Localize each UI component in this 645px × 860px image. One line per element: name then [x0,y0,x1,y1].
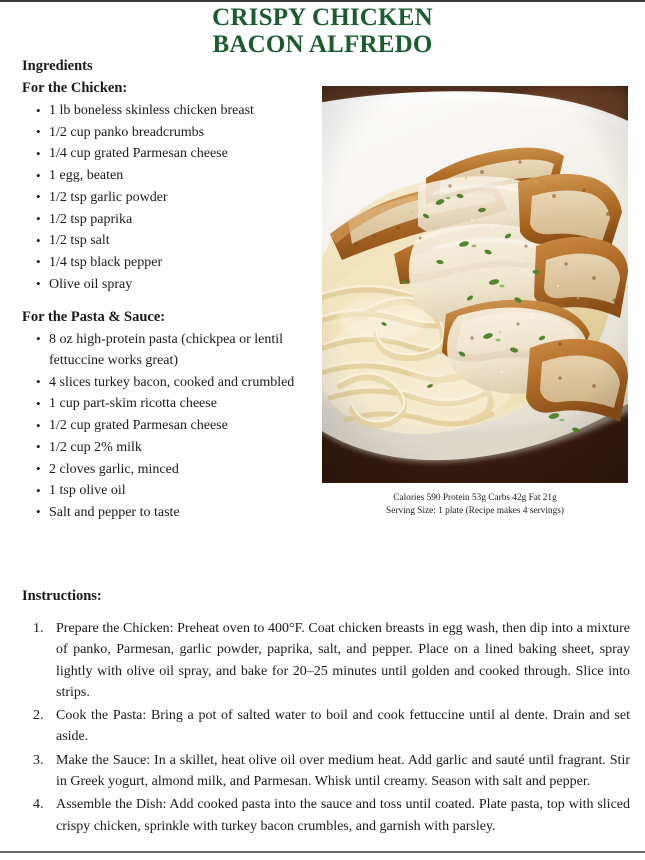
list-item: • 1/2 cup grated Parmesan cheese [22,415,314,436]
ingredients-heading: Ingredients [22,58,93,74]
chicken-subheading: For the Chicken: [22,80,128,96]
nutrition-macros: Calories 590 Protein 53g Carbs 42g Fat 21g [393,493,557,503]
instruction-step: Cook the Pasta: Bring a pot of salted water to boil and cook fettuccine until al dente. Drain and set aside. [56,708,630,745]
instructions-heading: Instructions: [22,588,102,604]
ingredients-section [22,56,314,535]
list-item: • 2 cloves garlic, minced [22,459,314,480]
instruction-step: Assemble the Dish: Add cooked pasta into the sauce and toss until coated. Plate pasta, top with sliced crispy chicken, sprinkle with turkey bacon crumbles, and garnish with parsley. [56,797,630,834]
dish-photo-illustration [322,86,628,483]
list-item: • 1/2 tsp paprika [22,209,314,230]
nutrition-caption [322,492,628,518]
list-item: • 1 tsp olive oil [22,480,314,501]
list-item: • 1/2 cup 2% milk [22,437,314,458]
page-top-rule [0,0,645,2]
list-item: • 1 cup part-skim ricotta cheese [22,393,314,414]
list-item: • 1/2 tsp salt [22,230,314,251]
list-item: • 4 slices turkey bacon, cooked and crumbled [22,372,314,393]
list-item: • 8 oz high-protein pasta (chickpea or lentil fettuccine works great) [22,329,314,371]
list-item: • 1/4 cup grated Parmesan cheese [22,143,314,164]
chicken-ingredients-list [22,100,314,295]
list-item: • 1/2 cup panko breadcrumbs [22,122,314,143]
pasta-sauce-ingredients-list [22,329,314,523]
list-item: • 1/4 tsp black pepper [22,252,314,273]
recipe-title-line-2: BACON ALFREDO [212,31,433,58]
list-item: • 1 egg, beaten [22,165,314,186]
pasta-sauce-subheading: For the Pasta & Sauce: [22,308,166,325]
recipe-title-line-1: CRISPY CHICKEN [212,4,433,31]
page-bottom-rule [0,851,645,853]
list-item: • 1/2 tsp garlic powder [22,187,314,208]
list-item: • Salt and pepper to taste [22,502,314,523]
recipe-title [0,4,645,58]
instructions-list [22,618,630,839]
instruction-step: Prepare the Chicken: Preheat oven to 400°F. Coat chicken breasts in egg wash, then dip into a mixture of panko, Parmesan, garlic powder, paprika, salt, and pepper. Place on a lined baking sheet, spray lightly with olive oil spray, and bake for 20–25 minutes until golden and cooked through. Slice into strips. [56,621,630,700]
instruction-step: Make the Sauce: In a skillet, heat olive oil over medium heat. Add garlic and sauté until fragrant. Stir in Greek yogurt, almond milk, and Parmesan. Whisk until creamy. Season with salt and pepper. [56,752,630,790]
dish-photo [322,86,628,483]
serving-size: Serving Size: 1 plate (Recipe makes 4 servings) [386,506,564,516]
list-item: • Olive oil spray [22,274,314,295]
list-item: • 1 lb boneless skinless chicken breast [22,100,314,121]
